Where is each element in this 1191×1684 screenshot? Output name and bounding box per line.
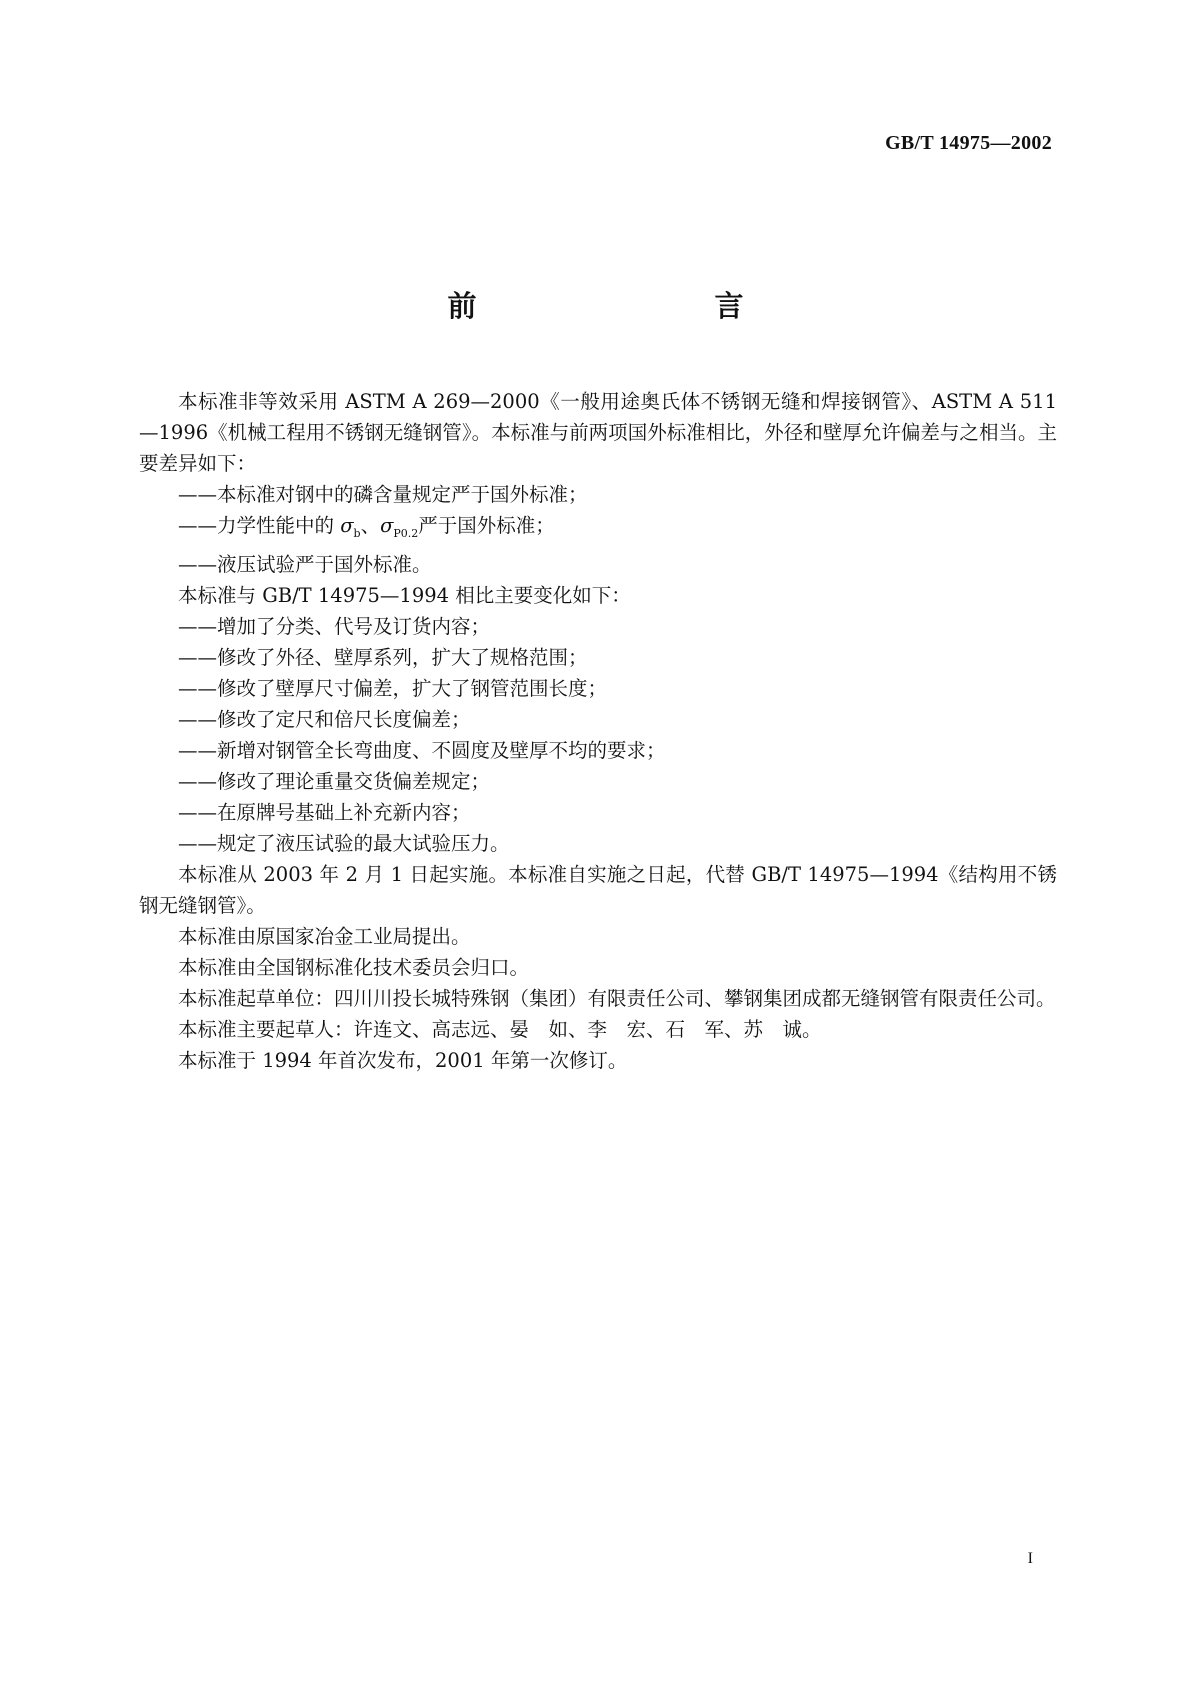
drafters-paragraph: 本标准主要起草人：许连文、高志远、晏 如、李 宏、石 军、苏 诚。 xyxy=(178,1017,822,1041)
page-title: 前 言 xyxy=(447,289,804,323)
sigma-p-symbol: σ xyxy=(380,514,394,537)
change-item: ——修改了外径、壁厚系列，扩大了规格范围； xyxy=(178,645,588,669)
change-item: ——修改了定尺和倍尺长度偏差； xyxy=(178,707,471,731)
sigma-p-subscript: P0.2 xyxy=(393,526,419,540)
foreword-body xyxy=(139,386,1057,1076)
difference-item-mechanical xyxy=(139,510,1057,549)
mech-separator: 、 xyxy=(360,514,381,537)
mech-suffix: 严于国外标准； xyxy=(418,514,555,537)
change-item: ——新增对钢管全长弯曲度、不圆度及壁厚不均的要求； xyxy=(178,738,666,762)
difference-item: ——本标准对钢中的磷含量规定严于国外标准； xyxy=(178,483,588,506)
change-item: ——增加了分类、代号及订货内容； xyxy=(178,614,491,638)
centralized-by-paragraph: 本标准由全国钢标准化技术委员会归口。 xyxy=(178,955,530,979)
drafting-units-paragraph: 本标准起草单位：四川川投长城特殊钢（集团）有限责任公司、攀钢集团成都无缝钢管有限责任公司。 xyxy=(178,986,1056,1010)
change-item: ——规定了液压试验的最大试验压力。 xyxy=(178,831,510,855)
change-item: ——修改了壁厚尺寸偏差，扩大了钢管范围长度； xyxy=(178,676,608,700)
difference-item: ——液压试验严于国外标准。 xyxy=(178,552,432,576)
page-number: I xyxy=(1027,1550,1033,1567)
mech-prefix: ——力学性能中的 xyxy=(178,514,341,537)
intro-paragraph: 本标准非等效采用 ASTM A 269—2000《一般用途奥氏体不锈钢无缝和焊接钢管》、ASTM A 511—1996《机械工程用不锈钢无缝钢管》。本标准与前两项国外标准相比，外径和壁厚允许偏差与之相当。主要差异如下： xyxy=(139,390,1057,475)
effective-date-paragraph: 本标准从 2003 年 2 月 1 日起实施。本标准自实施之日起，代替 GB/T 14975—1994《结构用不锈钢无缝钢管》。 xyxy=(139,862,1057,917)
sigma-b-subscript: b xyxy=(353,526,361,540)
change-item: ——在原牌号基础上补充新内容； xyxy=(178,800,471,824)
standard-code: GB/T 14975—2002 xyxy=(885,132,1052,154)
change-item: ——修改了理论重量交货偏差规定； xyxy=(178,769,491,793)
history-paragraph: 本标准于 1994 年首次发布，2001 年第一次修订。 xyxy=(178,1048,628,1072)
sigma-b-symbol: σ xyxy=(340,514,354,537)
proposed-by-paragraph: 本标准由原国家冶金工业局提出。 xyxy=(178,924,471,948)
changes-intro: 本标准与 GB/T 14975—1994 相比主要变化如下： xyxy=(178,583,631,607)
